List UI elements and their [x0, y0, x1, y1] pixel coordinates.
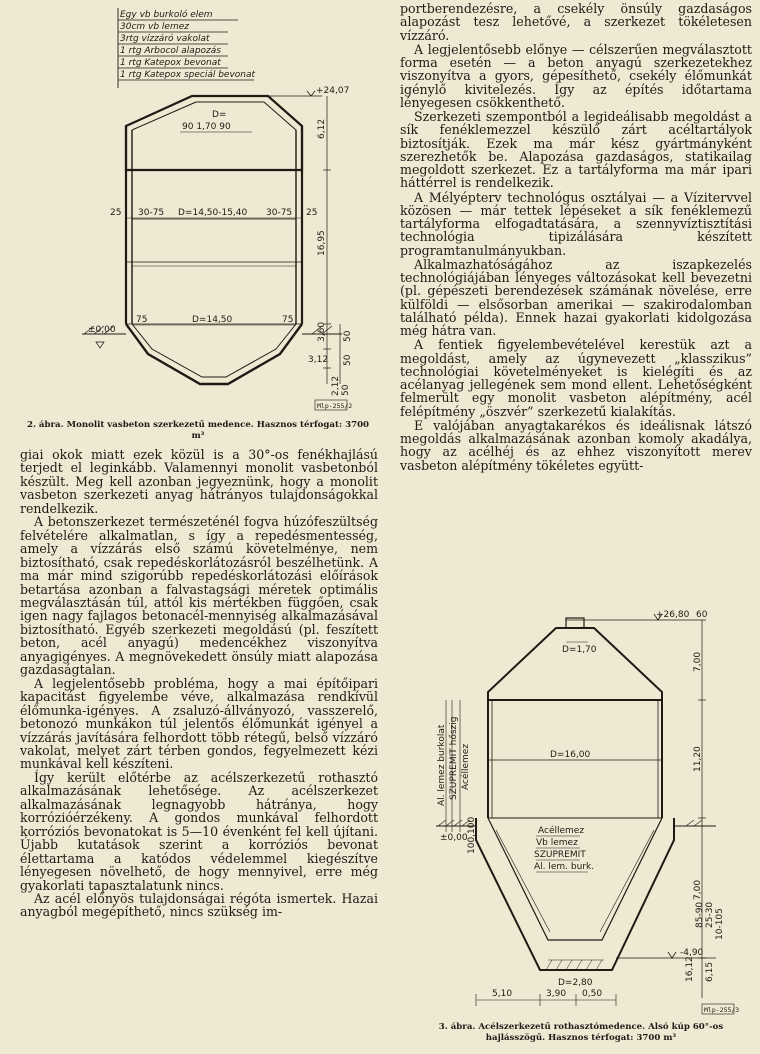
- fig3-h9: 6,15: [705, 961, 715, 982]
- fig3-h3: 100,100: [467, 816, 477, 854]
- fig2-d-mid: D=14,50-15,40: [178, 208, 248, 218]
- left-text-column: [20, 448, 378, 919]
- fig2-right25: 25: [306, 208, 318, 218]
- fig3-top60: 60: [696, 610, 708, 620]
- right-text-column: [400, 2, 752, 473]
- legend-item-1: Egy vb burkoló elem: [120, 10, 213, 20]
- fig3-l1: Acéllemez: [538, 826, 585, 836]
- fig2-h8: 50: [341, 384, 351, 396]
- fig2-d-low: D=14,50: [192, 315, 233, 325]
- fig3-h6: 25-30: [705, 901, 715, 928]
- left-paragraph-2: A betonszerkezet természeténél fogva húzófeszültség felvételére alkalmatlan, s így a repedésmentesség, amely a vízzárás első számú követelménye, nem biztosítható, csak repedéskorlátozásról beszélhetünk. A ma már mind szigorúbb repedéskorlátozási előírások betartása azonban a falvastagsági méretek optimális megválasztásán túl, attól kis mértékben függően, csak igen nagy fajlagos betonacél-mennyiség alkalmazásával biztosítható. Egyéb szerkezeti megoldású (pl. feszített beton, acél anyagú) medencékhez viszonyítva anyagigényes. A megnövekedett önsúly miatt alapozása gazdaságtalan.: [20, 514, 378, 678]
- fig3-bot-elev: -4,90: [680, 948, 704, 958]
- right-paragraph-1: portberendezésre, a csekély önsúly gazdaságos alapozást tesz lehetővé, a szerkezet tökéletesen vízzáró.: [400, 1, 752, 43]
- fig2-h4: 50: [343, 330, 353, 342]
- fig3-h2: 11,20: [693, 746, 703, 772]
- fig3-side2: SZUPREMIT hőszig: [449, 716, 459, 800]
- fig2-h3: 3,60: [317, 321, 327, 342]
- fig2-top-elev: +24,07: [316, 86, 350, 96]
- fig3-side1: Al. lemez burkolat: [437, 724, 447, 806]
- fig3-w1: 5,10: [492, 989, 513, 999]
- fig3-h1: 7,00: [693, 651, 703, 672]
- fig2-h7: 2,12: [331, 375, 341, 396]
- fig3-d-top: D=1,70: [562, 645, 597, 655]
- fig3-top-elev: +26,80: [656, 610, 690, 620]
- legend-item-5: 1 rtg Katepox bevonat: [120, 58, 221, 68]
- legend-item-2: 30cm vb lemez: [120, 22, 189, 32]
- figure-3: [416, 600, 756, 1020]
- fig3-l4: Al. lem. burk.: [534, 862, 595, 872]
- legend-item-3: 3rtg vízzáró vakolat: [120, 34, 210, 44]
- right-paragraph-7: E valójában anyagtakarékos és ideálisnak látszó megoldás alkalmazásának azonban komoly akadálya, hogy az acélhéj és az ehhez viszonyított merev vasbeton alépítmény tökéletes együtt-: [400, 417, 752, 473]
- fig2-zero: ±0,00: [88, 325, 116, 335]
- legend-item-4: 1 rtg Arbocol alapozás: [120, 46, 221, 56]
- left-paragraph-1: giai okok miatt ezek közül is a 30°-os fenékhajlású terjedt el leginkább. Valamennyi monolit vasbetonból készült. Meg kell azonban jegyeznünk, hogy a monolit vasbeton szerkezeti anyag hátrányos tulajdonságokkal rendelkezik.: [20, 447, 378, 516]
- fig2-code: Mlp-255/2: [317, 402, 353, 410]
- fig3-h5: 10-105: [715, 908, 725, 940]
- fig2-h1: 6,12: [317, 118, 327, 139]
- fig3-l3: SZUPREMIT: [534, 850, 586, 860]
- fig3-code: Mlp-255/3: [704, 1006, 740, 1014]
- right-paragraph-6: A fentiek figyelembevételével kerestük azt a megoldást, amely az úgynevezett „klasszikus” technológiai követelményeket is kielégíti és az acélanyag jellegének sem mond ellent. Lehetőségként felmerült egy monolit vasbeton alépítmény, acél felépítmény „öszvér” szerkezetű kialakítás.: [400, 337, 752, 419]
- left-paragraph-4: Így került előtérbe az acélszerkezetű rothasztó alkalmazásának lehetősége. Az acélszerkezet alkalmazásának legnagyobb hátránya, hogy korrózióérzékeny. A gondos munkával felhordott korróziós bevonatokat is 5—10 évenként fel kell újítani. Újabb kutatások szerint a korróziós bevonat élettartama a katódos védelemmel kiegészítve lényegesen növelhető, de hogy mennyivel, erre még gyakorlati tapasztalatunk nincs.: [20, 769, 378, 893]
- fig2-h5: 50: [343, 354, 353, 366]
- figure-3-caption: 3. ábra. Acélszerkezetű rothasztómedence. Alsó kúp 60°-os hajlásszögű. Hasznos térfogat: 3700 m³: [438, 1022, 724, 1043]
- fig3-w2: 3,90: [546, 989, 567, 999]
- fig3-l2: Vb lemez: [536, 838, 578, 848]
- fig2-dims-top: 90 1,70 90: [182, 122, 231, 132]
- fig2-h2: 16,95: [317, 230, 327, 256]
- left-paragraph-3: A legjelentősebb probléma, hogy a mai építőipari kapacitást figyelembe véve, alkalmazása rendkívül élőmunka-igényes. A zsaluzó-állványozó, vasszerelő, betonozó munkákon túl jelentős élőmunkát igényel a vízzárás javítására felhordott több rétegű, belső vízzáró vakolat, melyet zárt térben gondos, fegyelmezett kézi munkával kell készíteni.: [20, 675, 378, 772]
- right-paragraph-4: A Mélyépterv technológus osztályai — a Vízitervvel közösen — már tettek lépéseket a sík fenéklemezű tartályforma elfogadtatására, a szennyvíztisztítási technológia tipizálására készített programtanulmányukban.: [400, 189, 752, 258]
- fig2-wall1: 30-75: [138, 208, 165, 218]
- right-paragraph-2: A legjelentősebb előnye — célszerűen megválasztott forma esetén — a beton anyagú szerkezetekhez viszonyítva a gyors, gépesíthető, csekély élőmunkát igénylő kivitelezés. Így az építés időtartama lényegesen csökkenthető.: [400, 41, 752, 110]
- fig3-h4: 7,00: [693, 879, 703, 900]
- fig3-side3: Acéllemez: [461, 743, 471, 790]
- legend-item-6: 1 rtg Katepox speciál bevonat: [120, 70, 256, 80]
- fig3-h7: 85-90: [695, 901, 705, 928]
- right-paragraph-5: Alkalmazhatóságához az iszapkezelés technológiájában lényeges változásokat kell bevezetni (pl. gépészeti berendezések számának növelése, erre külföldi — elsősorban amerikai — szakirodalomban található példa). Ennek hazai gyakorlati kidolgozása még hátra van.: [400, 256, 752, 338]
- fig3-w3: 0,50: [582, 989, 603, 999]
- fig2-wall2: 30-75: [266, 208, 293, 218]
- fig3-d-mid: D=16,00: [550, 750, 591, 760]
- fig2-w75a: 75: [136, 315, 148, 325]
- left-paragraph-5: Az acél előnyös tulajdonságai régóta ismertek. Hazai anyagból megépíthető, nincs szükség im-: [20, 890, 378, 920]
- fig3-d-bot: D=2,80: [558, 978, 593, 988]
- figure-2: [22, 4, 372, 418]
- fig2-w75b: 75: [282, 315, 294, 325]
- fig2-left25: 25: [110, 208, 122, 218]
- fig2-h6: 3,12: [308, 355, 329, 365]
- fig2-d-top: D=: [212, 110, 227, 120]
- figure-2-caption: 2. ábra. Monolit vasbeton szerkezetű medence. Hasznos térfogat: 3700 m³: [26, 420, 370, 441]
- fig3-zero: ±0,00: [440, 833, 468, 843]
- right-paragraph-3: Szerkezeti szempontból a legideálisabb megoldást a sík fenéklemezzel készülő zárt acéltartályok biztosítják. Ezek ma már kész gyártmányként szerezhetők be. Alapozása gazdaságos, statikailag megoldott szerkezet. Ez a tartályforma ma már ipari háttérrel is rendelkezik.: [400, 109, 752, 191]
- fig3-h8: 16,12: [685, 956, 695, 982]
